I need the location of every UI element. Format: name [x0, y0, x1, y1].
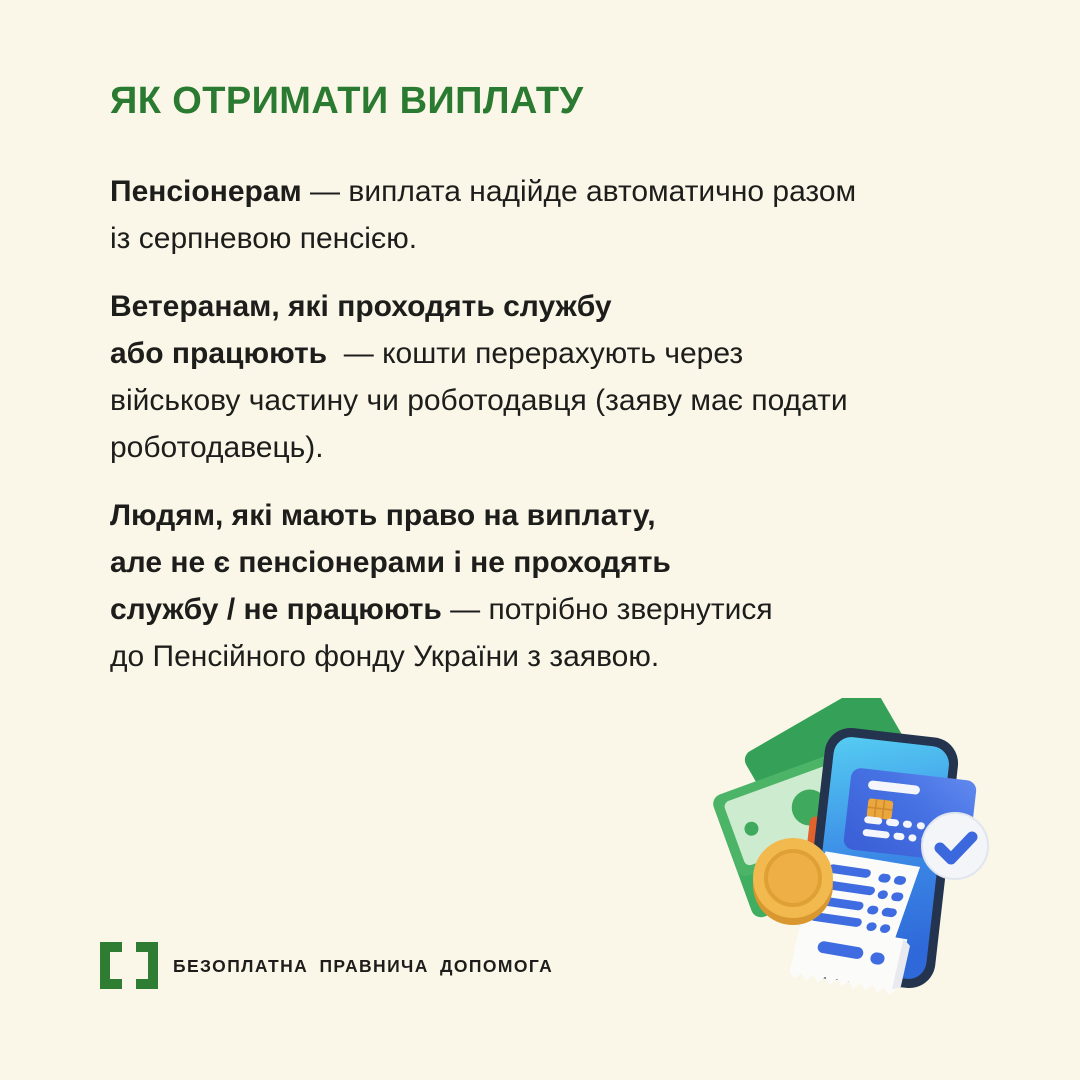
- bold-lead: службу / не працюють: [110, 593, 442, 626]
- paragraph-veterans: [110, 283, 990, 471]
- text-line: [110, 330, 990, 377]
- bold-lead: але не є пенсіонерами і не проходять: [110, 546, 671, 579]
- text-line: [110, 168, 990, 215]
- regular-text: до Пенсійного фонду України з заявою.: [110, 640, 660, 673]
- text-line: [110, 633, 990, 680]
- paragraph-other-eligible: [110, 492, 990, 680]
- body-text: [110, 168, 990, 701]
- footer-logo: [100, 942, 553, 989]
- page-title: ЯК ОТРИМАТИ ВИПЛАТУ: [110, 80, 584, 122]
- regular-text: із серпневою пенсією.: [110, 222, 418, 255]
- regular-text: військову частину чи роботодавця (заяву має подати: [110, 384, 848, 417]
- text-line: [110, 377, 990, 424]
- paragraph-pensioners: [110, 168, 990, 262]
- text-line: [110, 424, 990, 471]
- regular-text: роботодавець).: [110, 431, 324, 464]
- bold-lead: Людям, які мають право на виплату,: [110, 499, 656, 532]
- text-line: [110, 492, 990, 539]
- bold-lead: Ветеранам, які проходять службу: [110, 290, 612, 323]
- brackets-icon: [100, 942, 158, 989]
- regular-text: — потрібно звернутися: [441, 593, 773, 626]
- bold-lead: або працюють: [110, 337, 328, 370]
- text-line: [110, 539, 990, 586]
- regular-text: — виплата надійде автоматично разом: [301, 175, 857, 208]
- text-line: [110, 215, 990, 262]
- check-badge-icon: [922, 813, 988, 879]
- payment-illustration-svg: [712, 698, 1012, 1016]
- coin-icon: [753, 838, 833, 925]
- text-line: [110, 283, 990, 330]
- regular-text: — кошти перерахують через: [327, 337, 744, 370]
- bold-lead: Пенсіонерам: [110, 175, 302, 208]
- brand-name: БЕЗОПЛАТНА ПРАВНИЧА ДОПОМОГА: [173, 956, 554, 976]
- text-line: [110, 586, 990, 633]
- payment-illustration: [712, 698, 1012, 1016]
